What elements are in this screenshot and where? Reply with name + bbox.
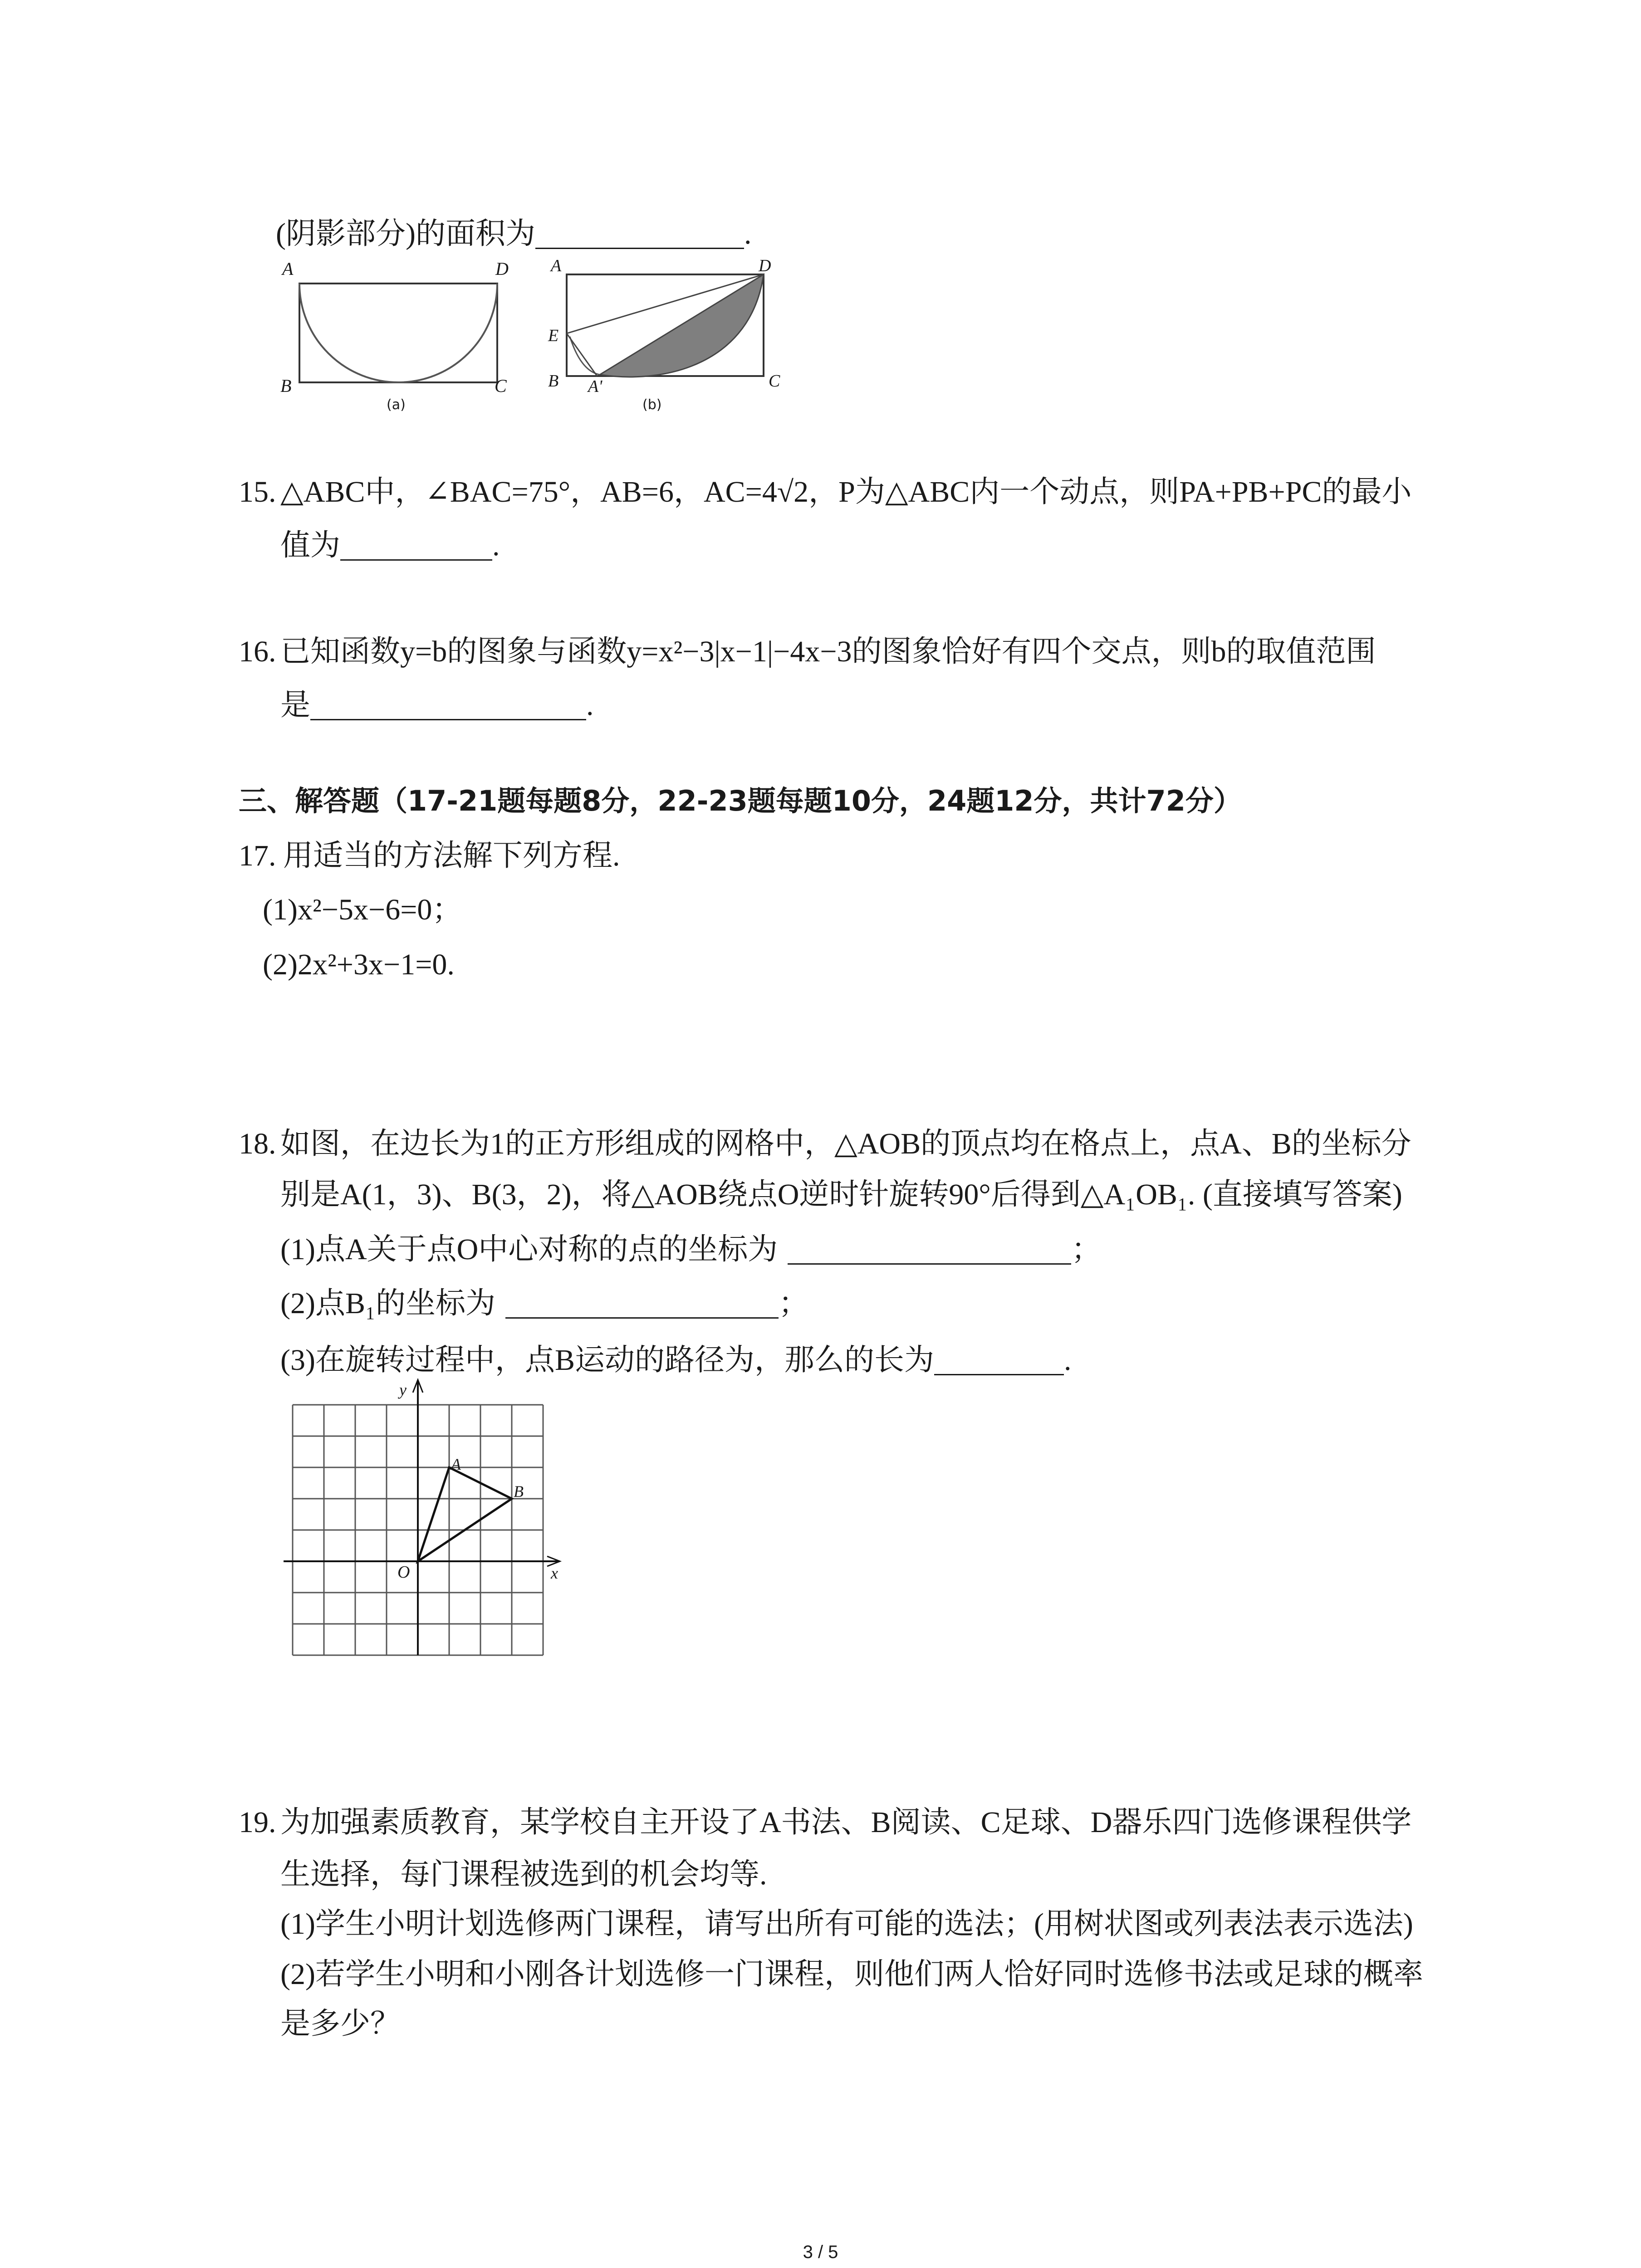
grid-label-a: A: [451, 1455, 461, 1473]
figure-b-caption: (b): [642, 397, 662, 413]
figure-b: [535, 245, 789, 417]
q19-line2: 生选择，每门课程被选到的机会均等.: [280, 1858, 767, 1891]
figure-a-label-c: C: [495, 376, 507, 396]
figure-b-line-ea-prime: [567, 333, 597, 376]
q19-part2-line2: 是多少？: [280, 2007, 400, 2040]
q17-number: 17.: [239, 839, 276, 872]
q17-stem: 用适当的方法解下列方程.: [283, 839, 620, 872]
figure-a-caption: (a): [387, 397, 406, 413]
figure-b-arc: [570, 337, 600, 375]
grid-label-x: x: [551, 1564, 558, 1582]
q16-number: 16.: [239, 635, 276, 668]
q18-part1-prefix: (1)点A关于点O中心对称的点的坐标为: [280, 1233, 778, 1266]
q18-part3-prefix: (3)在旋转过程中，点B运动的路径为，那么的长为: [280, 1344, 934, 1377]
section-3-title: 三、解答题（17-21题每题8分，22-23题每题10分，24题12分，共计72分）: [239, 784, 1242, 817]
page-number: 3 / 5: [803, 2242, 838, 2262]
q19-part2-line1: (2)若学生小明和小刚各计划选修一门课程，则他们两人恰好同时选修书法或足球的概率: [280, 1958, 1423, 1991]
figure-a-label-a: A: [282, 259, 294, 279]
q16-line1: 已知函数y=b的图象与函数y=x²−3|x−1|−4x−3的图象恰好有四个交点，则b的取值范围: [280, 635, 1376, 668]
q16-line2-suffix: .: [586, 689, 594, 722]
q18-part2-blank: [505, 1290, 779, 1319]
q15-line2-prefix: 值为: [280, 529, 340, 562]
figure-b-label-d: D: [759, 256, 771, 275]
q18-part2-suffix: ；: [779, 1287, 808, 1320]
figure-b-label-c: C: [769, 371, 780, 391]
figure-a-label-b: B: [280, 376, 292, 396]
q15-line2-suffix: .: [492, 529, 500, 562]
q15-answer-blank: [340, 532, 492, 561]
figure-a: [268, 245, 522, 417]
q15-number: 15.: [239, 475, 276, 508]
q18-number: 18.: [239, 1127, 276, 1160]
q18-part1: [280, 1229, 1101, 1270]
q16-line2: [280, 685, 594, 726]
q19-number: 19.: [239, 1806, 276, 1839]
q19-part1: (1)学生小明计划选修两门课程，请写出所有可能的选法；(用树状图或列表法表示选法): [280, 1907, 1413, 1941]
grid-label-o: O: [397, 1563, 410, 1582]
q14-answer-suffix: .: [744, 217, 752, 250]
q17-part1: (1)x²−5x−6=0；: [263, 893, 462, 926]
figure-a-semicircle: [299, 284, 497, 382]
q18-part2-prefix: (2)点B₁的坐标为: [280, 1287, 495, 1320]
q15-line2: [280, 525, 500, 566]
q18-part3-blank: [934, 1347, 1064, 1375]
q16-line2-prefix: 是: [280, 689, 310, 722]
triangle-aob: [418, 1467, 512, 1561]
grid-label-y: y: [399, 1381, 407, 1399]
q19-line1: 为加强素质教育，某学校自主开设了A书法、B阅读、C足球、D器乐四门选修课程供学: [280, 1806, 1412, 1839]
q18-part1-blank: [788, 1236, 1071, 1265]
figure-b-shaded-region: [600, 274, 764, 377]
figure-a-label-d: D: [495, 259, 509, 279]
figure-b-label-a-prime: A': [588, 377, 603, 396]
figure-a-rectangle: [299, 284, 497, 382]
q15-line1: △ABC中，∠BAC=75°，AB=6，AC=4√2，P为△ABC内一个动点，则PA+PB+PC的最小: [280, 475, 1412, 508]
q18-grid-figure: [272, 1374, 572, 1665]
figure-b-label-b: B: [548, 371, 559, 391]
q18-line2: 别是A(1，3)、B(3，2)，将△AOB绕点O逆时针旋转90°后得到△A₁OB₁. (直接填写答案): [280, 1178, 1402, 1211]
q18-part1-suffix: ；: [1071, 1233, 1102, 1266]
grid-label-b: B: [514, 1482, 524, 1501]
figure-b-label-e: E: [548, 326, 559, 345]
q18-part2: [280, 1283, 808, 1324]
q17-part2: (2)2x²+3x−1=0.: [263, 948, 455, 981]
q16-answer-blank: [310, 692, 586, 720]
q18-line1: 如图，在边长为1的正方形组成的网格中，△AOB的顶点均在格点上，点A、B的坐标分: [280, 1127, 1411, 1160]
q14-answer-prefix: (阴影部分)的面积为: [276, 217, 535, 250]
figure-b-label-a: A: [551, 256, 562, 275]
q18-part3-suffix: .: [1063, 1344, 1072, 1377]
